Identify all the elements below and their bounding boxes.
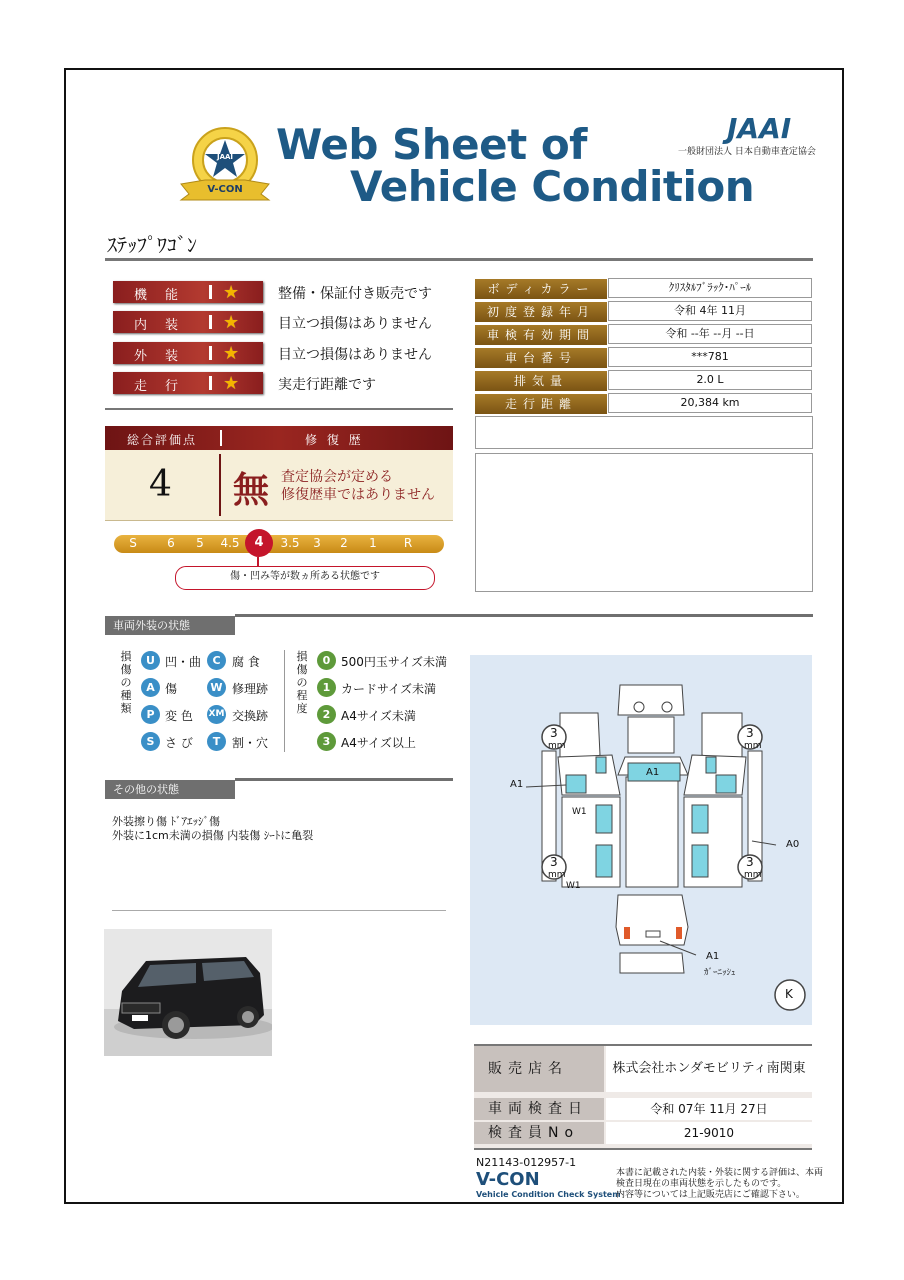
score-option: 3.5 bbox=[280, 536, 300, 550]
rating-label-interior: 内装 ★ bbox=[113, 311, 263, 333]
repair-mark: 無 bbox=[233, 469, 270, 511]
star-icon: ★ bbox=[223, 282, 240, 303]
damage-code-badge: U bbox=[141, 651, 160, 670]
score-option: S bbox=[129, 536, 137, 550]
disclaimer-line-1: 本書に記載された内装・外装に関する評価は、本両 bbox=[616, 1168, 824, 1178]
damage-type-text: 傷 bbox=[165, 682, 178, 696]
damage-type-text: 交換跡 bbox=[232, 709, 269, 723]
inspection-date-value: 令和 07年 11月 27日 bbox=[606, 1098, 812, 1120]
k-mark: K bbox=[785, 987, 793, 1001]
seal-jaai-text: JAAI bbox=[216, 153, 234, 161]
damage-code-badge: C bbox=[207, 651, 226, 670]
damage-type-title: 損傷の種類 bbox=[120, 650, 132, 715]
rating-value-exterior: 目立つ損傷はありません bbox=[278, 347, 432, 363]
mark-mm: mm bbox=[548, 741, 566, 751]
star-icon: ★ bbox=[223, 373, 240, 394]
detail-value: ｸﾘｽﾀﾙﾌﾞﾗｯｸ･ﾊﾟｰﾙ bbox=[608, 278, 812, 298]
score-option-selected: 4 bbox=[245, 529, 273, 557]
score-option: 2 bbox=[340, 536, 348, 550]
section-line bbox=[235, 778, 453, 781]
mark-w1-rear: W1 bbox=[566, 881, 581, 891]
rating-label-mileage: 走行 ★ bbox=[113, 372, 263, 394]
damage-code-badge: XM bbox=[207, 705, 226, 724]
mark-3-size: 3 bbox=[550, 726, 558, 740]
section-exterior-title: 車両外装の状態 bbox=[105, 616, 235, 635]
damage-code-badge: A bbox=[141, 678, 160, 697]
repair-text-2: 修復歴車ではありません bbox=[281, 487, 435, 503]
score-option: 5 bbox=[196, 536, 204, 550]
star-icon: ★ bbox=[223, 312, 240, 333]
rating-value-interior: 目立つ損傷はありません bbox=[278, 316, 432, 332]
score-option: 6 bbox=[167, 536, 175, 550]
org-name: 一般財団法人 日本自動車査定協会 bbox=[678, 147, 816, 157]
divider bbox=[105, 408, 453, 410]
degree-text: A4サイズ以上 bbox=[341, 736, 416, 750]
document-number: N21143-012957-1 bbox=[476, 1156, 577, 1169]
mark-a0-right: A0 bbox=[786, 839, 800, 850]
vehicle-photo bbox=[104, 929, 272, 1056]
damage-code-badge: T bbox=[207, 732, 226, 751]
damage-type-text: さ び bbox=[165, 736, 193, 750]
damage-type-text: 修理跡 bbox=[232, 682, 269, 696]
degree-text: A4サイズ未満 bbox=[341, 709, 416, 723]
mark-a1-left: A1 bbox=[510, 779, 524, 790]
degree-code-badge: 2 bbox=[317, 705, 336, 724]
mark-mm: mm bbox=[744, 741, 762, 751]
title-line-2: Vehicle Condition bbox=[350, 162, 755, 211]
repair-text-1: 査定協会が定める bbox=[281, 469, 393, 485]
damage-type-text: 腐 食 bbox=[232, 655, 260, 669]
inspector-value: 21-9010 bbox=[606, 1122, 812, 1144]
evaluation-header: 総合評価点 修 復 歴 bbox=[105, 426, 453, 450]
disclaimer-line-3: 内容等については上記販売店にご確認下さい。 bbox=[616, 1190, 805, 1200]
damage-diagram bbox=[470, 655, 812, 1025]
detail-value: 20,384 km bbox=[608, 393, 812, 413]
legend-divider bbox=[284, 650, 285, 752]
divider bbox=[105, 258, 813, 261]
damage-code-badge: W bbox=[207, 678, 226, 697]
damage-type-text: 割・穴 bbox=[232, 736, 269, 750]
rating-label-function: 機能 ★ bbox=[113, 281, 263, 303]
inspector-label: 検査員No bbox=[474, 1122, 604, 1144]
rating-value-function: 整備・保証付き販売です bbox=[278, 286, 432, 302]
degree-code-badge: 1 bbox=[317, 678, 336, 697]
detail-value: 2.0 L bbox=[608, 370, 812, 390]
other-condition-line-2: 外装に1cm未満の損傷 内装傷 ｼｰﾄに亀裂 bbox=[112, 829, 314, 842]
mark-3-size: 3 bbox=[746, 726, 754, 740]
degree-text: 500円玉サイズ未満 bbox=[341, 655, 447, 669]
detail-label: ボディカラー bbox=[475, 279, 607, 299]
section-line bbox=[235, 614, 813, 617]
rating-value-mileage: 実走行距離です bbox=[278, 377, 376, 393]
detail-blank-box bbox=[475, 416, 813, 449]
score-option: R bbox=[403, 536, 413, 550]
score-option: 3 bbox=[313, 536, 321, 550]
damage-code-badge: S bbox=[141, 732, 160, 751]
detail-value: 令和 4年 11月 bbox=[608, 301, 812, 321]
other-condition-line-1: 外装擦り傷 ﾄﾞｱｴｯｼﾞ傷 bbox=[112, 815, 220, 828]
detail-label: 走行距離 bbox=[475, 394, 607, 414]
seal-text: V-CON bbox=[207, 184, 243, 195]
damage-code-badge: P bbox=[141, 705, 160, 724]
mark-a1-rear: A1 bbox=[706, 951, 720, 962]
vcon-brand: V-CON bbox=[476, 1169, 540, 1190]
divider bbox=[112, 910, 446, 911]
section-other-title: その他の状態 bbox=[105, 780, 235, 799]
disclaimer-line-2: 検査日現在の車両状態を示したものです。 bbox=[616, 1179, 787, 1189]
title-line-1: Web Sheet of bbox=[276, 120, 587, 169]
mark-3-size: 3 bbox=[550, 855, 558, 869]
star-icon: ★ bbox=[223, 343, 240, 364]
damage-type-text: 変 色 bbox=[165, 709, 193, 723]
score-note: 傷・凹み等が数ヵ所ある状態です bbox=[175, 566, 435, 590]
vehicle-name: ｽﾃｯﾌﾟﾜｺﾞﾝ bbox=[107, 233, 197, 257]
detail-label: 車検有効期間 bbox=[475, 325, 607, 345]
detail-notes-box bbox=[475, 453, 813, 592]
detail-label: 初度登録年月 bbox=[475, 302, 607, 322]
damage-type-text: 凹・曲 bbox=[165, 655, 202, 669]
total-score: 4 bbox=[149, 464, 172, 505]
damage-degree-title: 損傷の程度 bbox=[296, 650, 308, 715]
vcon-brand-sub: Vehicle Condition Check System bbox=[476, 1190, 621, 1199]
jaai-logo: JAAI bbox=[727, 112, 792, 145]
mark-mm: mm bbox=[744, 870, 762, 880]
evaluation-body bbox=[105, 450, 453, 521]
detail-value: ***781 bbox=[608, 347, 812, 367]
detail-value: 令和 --年 --月 --日 bbox=[608, 324, 812, 344]
degree-code-badge: 0 bbox=[317, 651, 336, 670]
vcon-seal-logo bbox=[175, 124, 275, 204]
rating-label-exterior: 外装 ★ bbox=[113, 342, 263, 364]
mark-3-size: 3 bbox=[746, 855, 754, 869]
detail-label: 車台番号 bbox=[475, 348, 607, 368]
degree-text: カードサイズ未満 bbox=[341, 682, 437, 696]
mark-a1-windshield: A1 bbox=[646, 767, 660, 778]
store-label: 販売店名 bbox=[474, 1046, 604, 1092]
store-value: 株式会社ホンダモビリティ南関東 bbox=[606, 1046, 812, 1092]
degree-code-badge: 3 bbox=[317, 732, 336, 751]
detail-label: 排気量 bbox=[475, 371, 607, 391]
mark-w1-door: W1 bbox=[572, 807, 587, 817]
score-option: 1 bbox=[369, 536, 377, 550]
mark-mm: mm bbox=[548, 870, 566, 880]
score-option: 4.5 bbox=[220, 536, 240, 550]
inspection-date-label: 車両検査日 bbox=[474, 1098, 604, 1120]
mark-garnish: ｶﾞｰﾆｯｼｭ bbox=[704, 968, 736, 978]
